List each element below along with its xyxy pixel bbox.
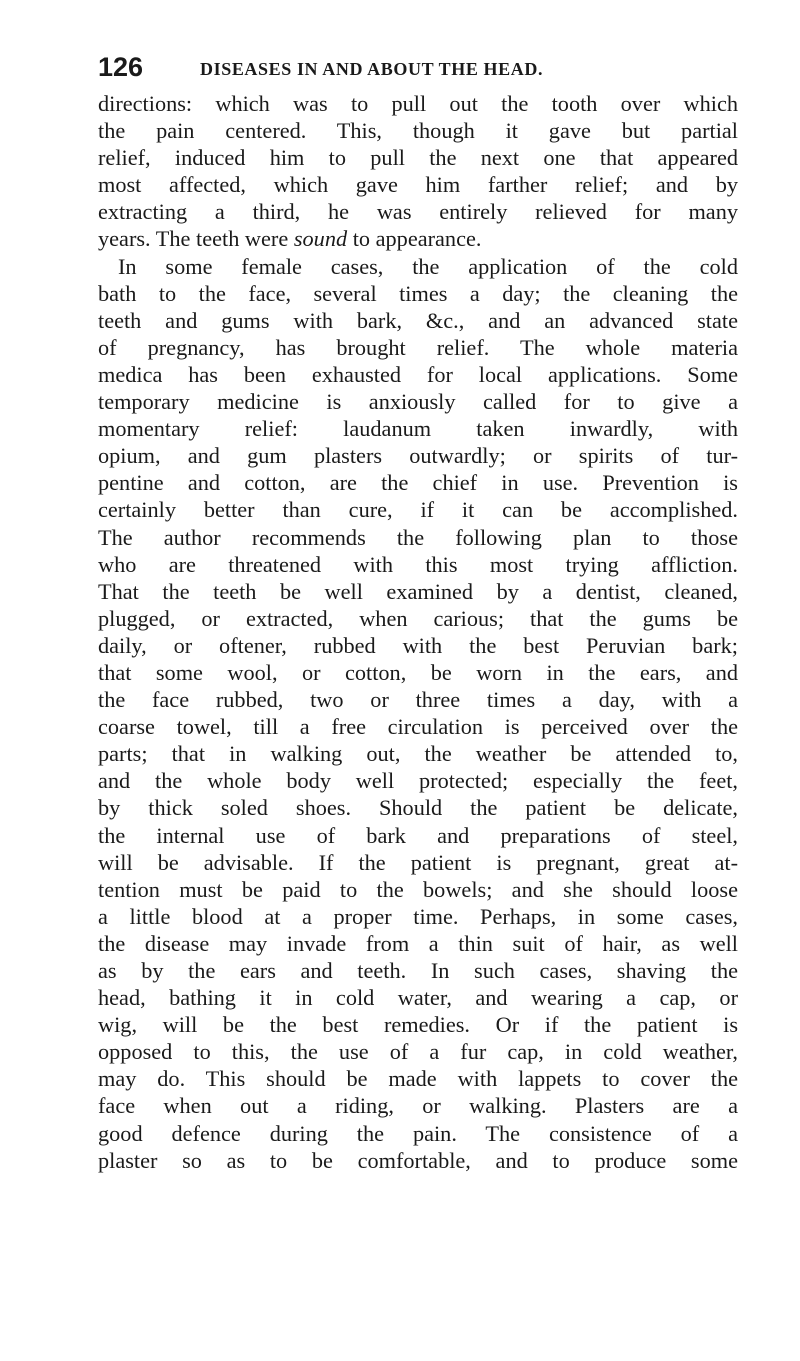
text-line: who are threatened with this most trying affliction. (98, 551, 738, 577)
text-line: the pain centered. This, though it gave but partial (98, 118, 738, 144)
text-line: That the teeth be well examined by a dentist, cleaned, (98, 578, 738, 604)
text-line: and the whole body well protected; especially the feet, (98, 768, 738, 794)
italic-word: sound (293, 226, 348, 252)
text-line: opium, and gum plasters outwardly; or spirits of tur- (98, 443, 738, 469)
text-segment: to appearance. (352, 226, 482, 252)
text-line: most affected, which gave him farther relief; and by (98, 172, 738, 198)
text-line: face when out a riding, or walking. Plasters are a (98, 1093, 738, 1119)
text-line: medica has been exhausted for local applications. Some (98, 361, 738, 387)
text-line: temporary medicine is anxiously called for to give a (98, 389, 738, 415)
text-line: parts; that in walking out, the weather be attended to, (98, 741, 738, 767)
text-line: good defence during the pain. The consistence of a (98, 1120, 738, 1146)
text-line: by thick soled shoes. Should the patient be delicate, (98, 795, 738, 821)
text-line: wig, will be the best remedies. Or if the patient is (98, 1012, 738, 1038)
text-line: the internal use of bark and preparations of steel, (98, 822, 738, 848)
running-head (98, 50, 738, 84)
text-line: coarse towel, till a free circulation is perceived over the (98, 714, 738, 740)
text-line: plaster so as to be comfortable, and to produce some (98, 1147, 738, 1173)
text-line: the disease may invade from a thin suit of hair, as well (98, 930, 738, 956)
text-line: may do. This should be made with lappets to cover the (98, 1066, 738, 1092)
text-line: a little blood at a proper time. Perhaps, in some cases, (98, 903, 738, 929)
text-line: bath to the face, several times a day; the cleaning the (98, 280, 738, 306)
text-line: of pregnancy, has brought relief. The whole materia (98, 334, 738, 360)
page-number: 126 (98, 52, 144, 82)
running-head-title: DISEASES IN AND ABOUT THE HEAD. (200, 59, 544, 79)
text-line: opposed to this, the use of a fur cap, in cold weather, (98, 1039, 738, 1065)
text-line: momentary relief: laudanum taken inwardly, with (98, 416, 738, 442)
text-line: certainly better than cure, if it can be accomplished. (98, 497, 738, 523)
text-line: as by the ears and teeth. In such cases, shaving the (98, 958, 738, 983)
text-line: relief, induced him to pull the next one that appeared (98, 145, 738, 171)
text-line: the face rubbed, two or three times a day, with a (98, 687, 738, 713)
text-line: The author recommends the following plan to those (98, 524, 738, 550)
text-line: teeth and gums with bark, &c., and an advanced state (98, 307, 738, 333)
text-line: tention must be paid to the bowels; and she should loose (98, 876, 738, 902)
text-line: will be advisable. If the patient is pregnant, great at- (98, 849, 738, 875)
text-line: extracting a third, he was entirely relieved for many (98, 199, 738, 225)
text-line: plugged, or extracted, when carious; that the gums be (98, 605, 738, 631)
paragraph-first-line: In some female cases, the application of the cold (118, 253, 738, 279)
text-line: directions: which was to pull out the tooth over which (98, 91, 738, 116)
text-line: daily, or oftener, rubbed with the best Peruvian bark; (98, 632, 738, 658)
text-line: that some wool, or cotton, be worn in the ears, and (98, 659, 738, 685)
text-segment: years. The teeth were (98, 226, 289, 252)
text-line: head, bathing it in cold water, and wearing a cap, or (98, 985, 738, 1011)
text-line: pentine and cotton, are the chief in use. Prevention is (98, 470, 738, 496)
body-text (98, 90, 738, 1174)
text-line-with-italic (98, 225, 738, 252)
